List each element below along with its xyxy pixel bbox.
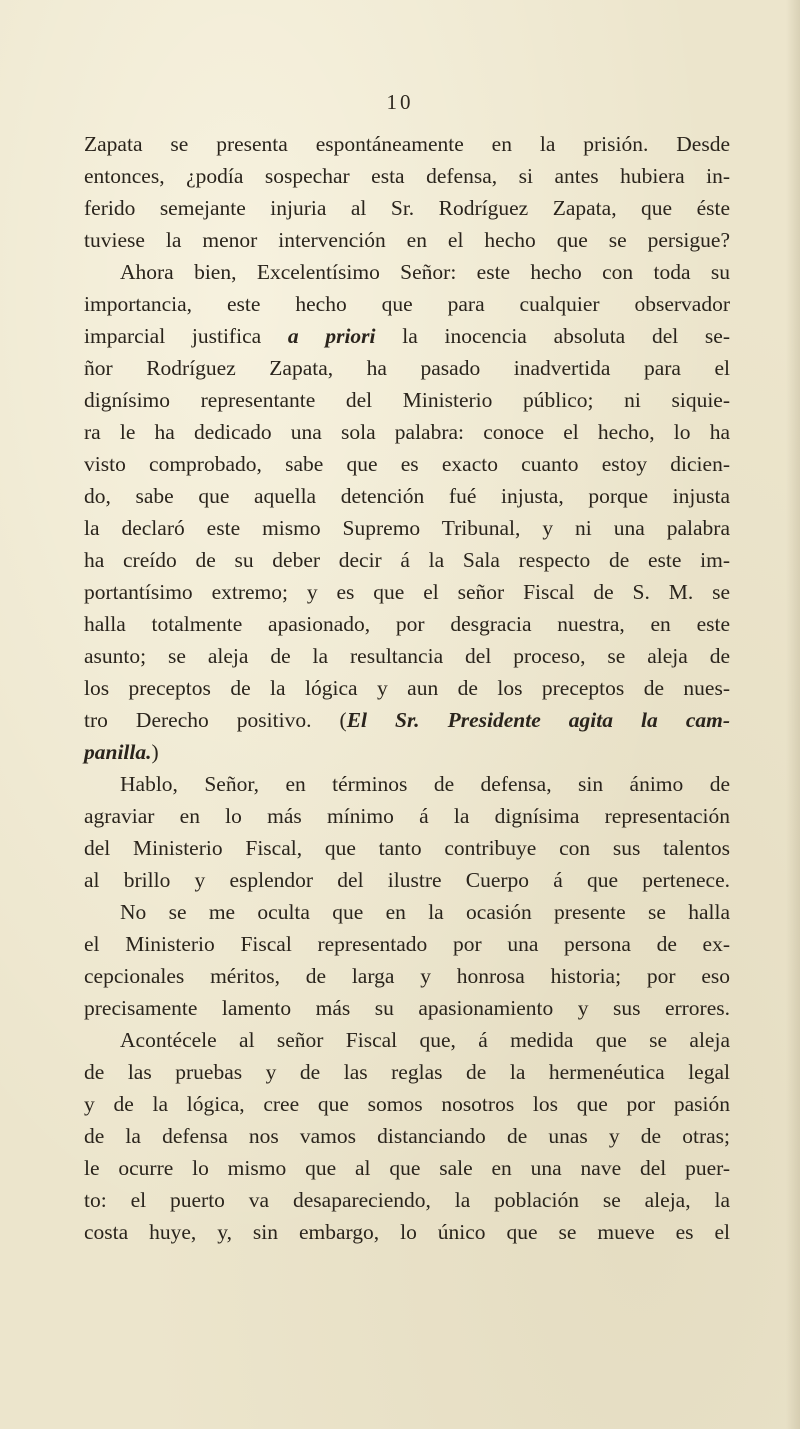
- text-line: de las pruebas y de las reglas de la hermenéutica legal: [84, 1060, 730, 1084]
- text-line: halla totalmente apasionado, por desgracia nuestra, en este: [84, 612, 730, 636]
- paren-open: (: [339, 708, 347, 732]
- text-line: Hablo, Señor, en términos de defensa, sin ánimo de: [120, 772, 730, 796]
- text-line: ha creído de su deber decir á la Sala respecto de este im-: [84, 548, 730, 572]
- text-line: ferido semejante injuria al Sr. Rodríguez Zapata, que éste: [84, 196, 730, 220]
- text-line: y de la lógica, cree que somos nosotros los que por pasión: [84, 1092, 730, 1116]
- text-line: ñor Rodríguez Zapata, ha pasado inadvertida para el: [84, 356, 730, 380]
- text-line: dignísimo representante del Ministerio público; ni siquie-: [84, 388, 730, 412]
- text-fragment: tro Derecho positivo.: [84, 708, 312, 732]
- body-text: [84, 128, 730, 1248]
- text-line-with-stage-direction: [84, 704, 730, 736]
- page-number: 10: [386, 90, 414, 114]
- text-fragment: la inocencia absoluta del se-: [402, 324, 730, 348]
- text-line: le ocurre lo mismo que al que sale en una nave del puer-: [84, 1156, 730, 1180]
- stage-direction: panilla.: [84, 740, 152, 764]
- text-line: Acontécele al señor Fiscal que, á medida que se aleja: [120, 1028, 730, 1052]
- text-line: ra le ha dedicado una sola palabra: conoce el hecho, lo ha: [84, 420, 730, 444]
- text-line: del Ministerio Fiscal, que tanto contribuye con sus talentos: [84, 836, 730, 860]
- text-line: el Ministerio Fiscal representado por una persona de ex-: [84, 932, 730, 956]
- text-line: los preceptos de la lógica y aun de los preceptos de nues-: [84, 676, 730, 700]
- page-edge-shadow: [786, 0, 800, 1429]
- text-line: al brillo y esplendor del ilustre Cuerpo á que pertenece.: [84, 868, 730, 892]
- text-line: asunto; se aleja de la resultancia del proceso, se aleja de: [84, 644, 730, 668]
- text-line: No se me oculta que en la ocasión presente se halla: [120, 900, 730, 924]
- text-line: Zapata se presenta espontáneamente en la prisión. Desde: [84, 132, 730, 156]
- text-line-with-stage-direction: [84, 736, 730, 768]
- text-line: la declaró este mismo Supremo Tribunal, y ni una palabra: [84, 516, 730, 540]
- text-line: entonces, ¿podía sospechar esta defensa, si antes hubiera in-: [84, 164, 730, 188]
- paren-close: ): [151, 740, 159, 764]
- italic-phrase: a priori: [287, 324, 376, 348]
- text-line: costa huye, y, sin embargo, lo único que se mueve es el: [84, 1220, 730, 1244]
- text-line: Ahora bien, Excelentísimo Señor: este hecho con toda su: [120, 260, 730, 284]
- text-line-with-italic: [84, 320, 730, 352]
- text-line: cepcionales méritos, de larga y honrosa historia; por eso: [84, 964, 730, 988]
- stage-direction: El Sr. Presidente agita la cam-: [346, 708, 730, 732]
- text-line: precisamente lamento más su apasionamiento y sus errores.: [84, 996, 730, 1020]
- text-line: tuviese la menor intervención en el hecho que se persigue?: [84, 228, 730, 252]
- text-line: agraviar en lo más mínimo á la dignísima representación: [84, 804, 730, 828]
- text-fragment: imparcial justifica: [84, 324, 262, 348]
- text-line: visto comprobado, sabe que es exacto cuanto estoy dicien-: [84, 452, 730, 476]
- text-line: to: el puerto va desapareciendo, la población se aleja, la: [84, 1188, 730, 1212]
- text-line: de la defensa nos vamos distanciando de unas y de otras;: [84, 1124, 730, 1148]
- text-line: do, sabe que aquella detención fué injusta, porque injusta: [84, 484, 730, 508]
- text-line: portantísimo extremo; y es que el señor Fiscal de S. M. se: [84, 580, 730, 604]
- text-line: importancia, este hecho que para cualquier observador: [84, 292, 730, 316]
